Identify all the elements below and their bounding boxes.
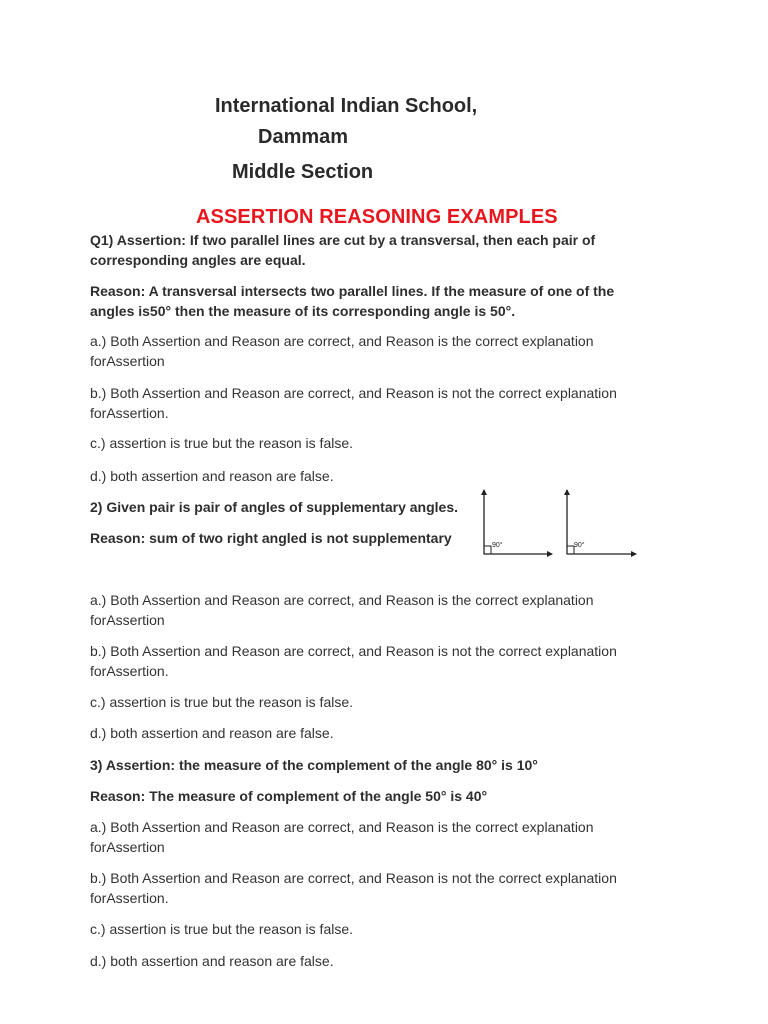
q2-assertion: 2) Given pair is pair of angles of supplementary angles. xyxy=(90,499,458,515)
q1-option-c: c.) assertion is true but the reason is false. xyxy=(90,435,354,451)
school-city: Dammam xyxy=(258,126,349,148)
angle-label-2: 90° xyxy=(574,542,585,549)
q2-option-a: a.) Both Assertion and Reason are correct, and Reason is the correct explanation forAssertion xyxy=(90,592,594,628)
right-angles-figure xyxy=(478,484,643,564)
q2-option-c: c.) assertion is true but the reason is false. xyxy=(90,694,354,710)
q3-option-b: b.) Both Assertion and Reason are correct, and Reason is not the correct explanation forAssertion. xyxy=(90,870,617,906)
q2-option-b: b.) Both Assertion and Reason are correct, and Reason is not the correct explanation forAssertion. xyxy=(90,643,617,679)
document-title: ASSERTION REASONING EXAMPLES xyxy=(196,206,558,228)
right-angle-2 xyxy=(567,490,636,554)
section-name: Middle Section xyxy=(232,161,374,183)
q1-assertion: Q1) Assertion: If two parallel lines are cut by a transversal, then each pair of corresponding angles are equal. xyxy=(90,232,596,268)
q1-option-a: a.) Both Assertion and Reason are correct, and Reason is the correct explanation forAssertion xyxy=(90,333,594,369)
angle-label-1: 90° xyxy=(492,542,503,549)
q3-reason: Reason: The measure of complement of the angle 50° is 40° xyxy=(90,788,488,804)
school-name: International Indian School, xyxy=(215,95,478,117)
q3-option-c: c.) assertion is true but the reason is false. xyxy=(90,921,354,937)
q2-reason: Reason: sum of two right angled is not supplementary xyxy=(90,530,452,546)
q1-option-d: d.) both assertion and reason are false. xyxy=(90,468,334,484)
q2-option-d: d.) both assertion and reason are false. xyxy=(90,725,334,741)
right-angle-1 xyxy=(484,490,552,554)
q3-option-d: d.) both assertion and reason are false. xyxy=(90,953,334,969)
q3-assertion: 3) Assertion: the measure of the complement of the angle 80° is 10° xyxy=(90,757,538,773)
q1-option-b: b.) Both Assertion and Reason are correct, and Reason is not the correct explanation forAssertion. xyxy=(90,385,617,421)
q3-option-a: a.) Both Assertion and Reason are correct, and Reason is the correct explanation forAssertion xyxy=(90,819,594,855)
q1-reason: Reason: A transversal intersects two parallel lines. If the measure of one of the angles is50° then the measure of its corresponding angle is 50°. xyxy=(90,283,615,319)
